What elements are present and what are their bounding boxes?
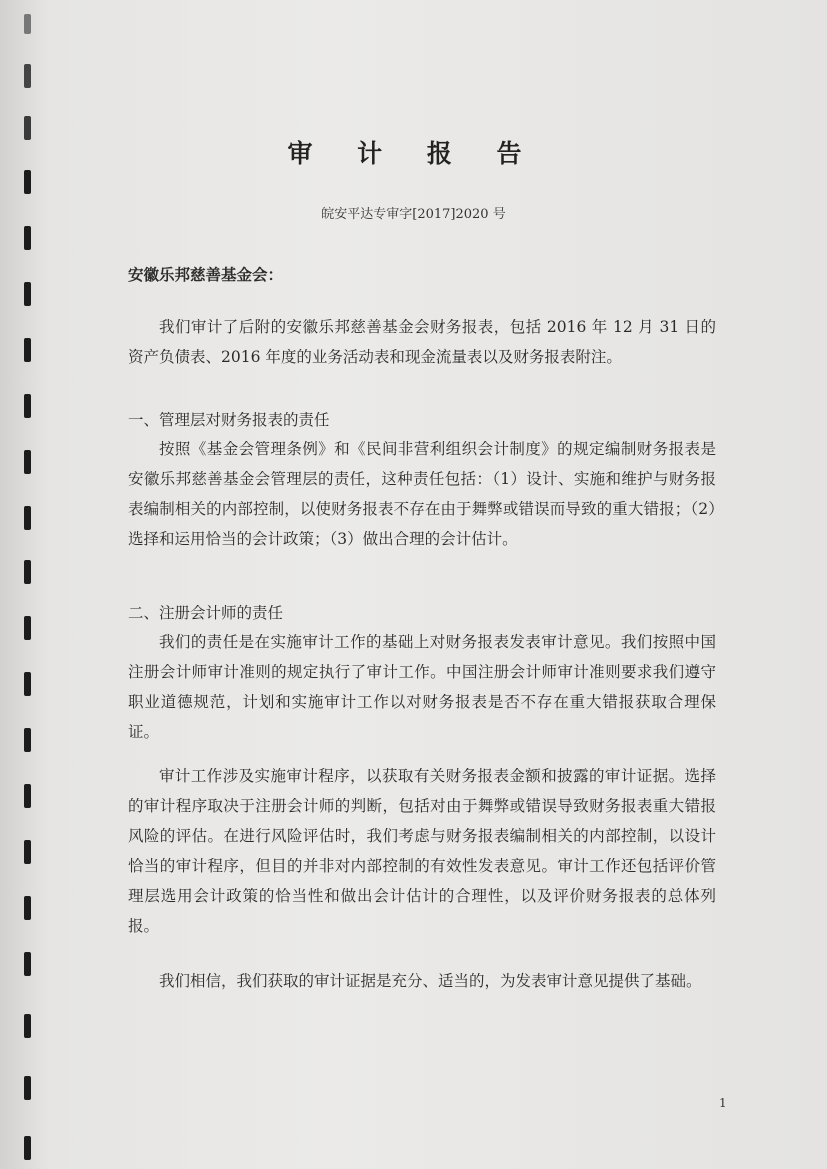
binding-holes: [20, 0, 42, 1169]
intro-paragraph: 我们审计了后附的安徽乐邦慈善基金会财务报表，包括 2016 年 12 月 31 日的资产负债表、2016 年度的业务活动表和现金流量表以及财务报表附注。: [128, 318, 716, 366]
section2-paragraph-3: 我们相信，我们获取的审计证据是充分、适当的，为发表审计意见提供了基础。: [159, 972, 702, 990]
section2-heading: 二、注册会计师的责任: [128, 604, 284, 622]
section2-paragraph-1: 我们的责任是在实施审计工作的基础上对财务报表发表审计意见。我们按照中国注册会计师审计准则的规定执行了审计工作。中国注册会计师审计准则要求我们遵守职业道德规范，计划和实施审计工作以对财务报表是否不存在重大错报获取合理保证。: [128, 633, 716, 741]
document-number: 皖安平达专审字[2017]2020 号: [321, 207, 506, 222]
page-number: 1: [719, 1096, 727, 1110]
addressee: 安徽乐邦慈善基金会：: [128, 265, 284, 284]
section1-heading: 一、管理层对财务报表的责任: [128, 411, 330, 429]
section1-paragraph: 按照《基金会管理条例》和《民间非营利组织会计制度》的规定编制财务报表是安徽乐邦慈善基金会管理层的责任，这种责任包括：（1）设计、实施和维护与财务报表编制相关的内部控制，以使财务报表不存在由于舞弊或错误而导致的重大错报；（2）选择和运用恰当的会计政策；（3）做出合理的会计估计。: [128, 440, 716, 548]
section2-paragraph-2: 审计工作涉及实施审计程序，以获取有关财务报表金额和披露的审计证据。选择的审计程序取决于注册会计师的判断，包括对由于舞弊或错误导致财务报表重大错报风险的评估。在进行风险评估时，我们考虑与财务报表编制相关的内部控制，以设计恰当的审计程序，但目的并非对内部控制的有效性发表意见。审计工作还包括评价管理层选用会计政策的恰当性和做出会计估计的合理性，以及评价财务报表的总体列报。: [128, 767, 716, 935]
report-title: 审 计 报 告: [287, 139, 540, 168]
